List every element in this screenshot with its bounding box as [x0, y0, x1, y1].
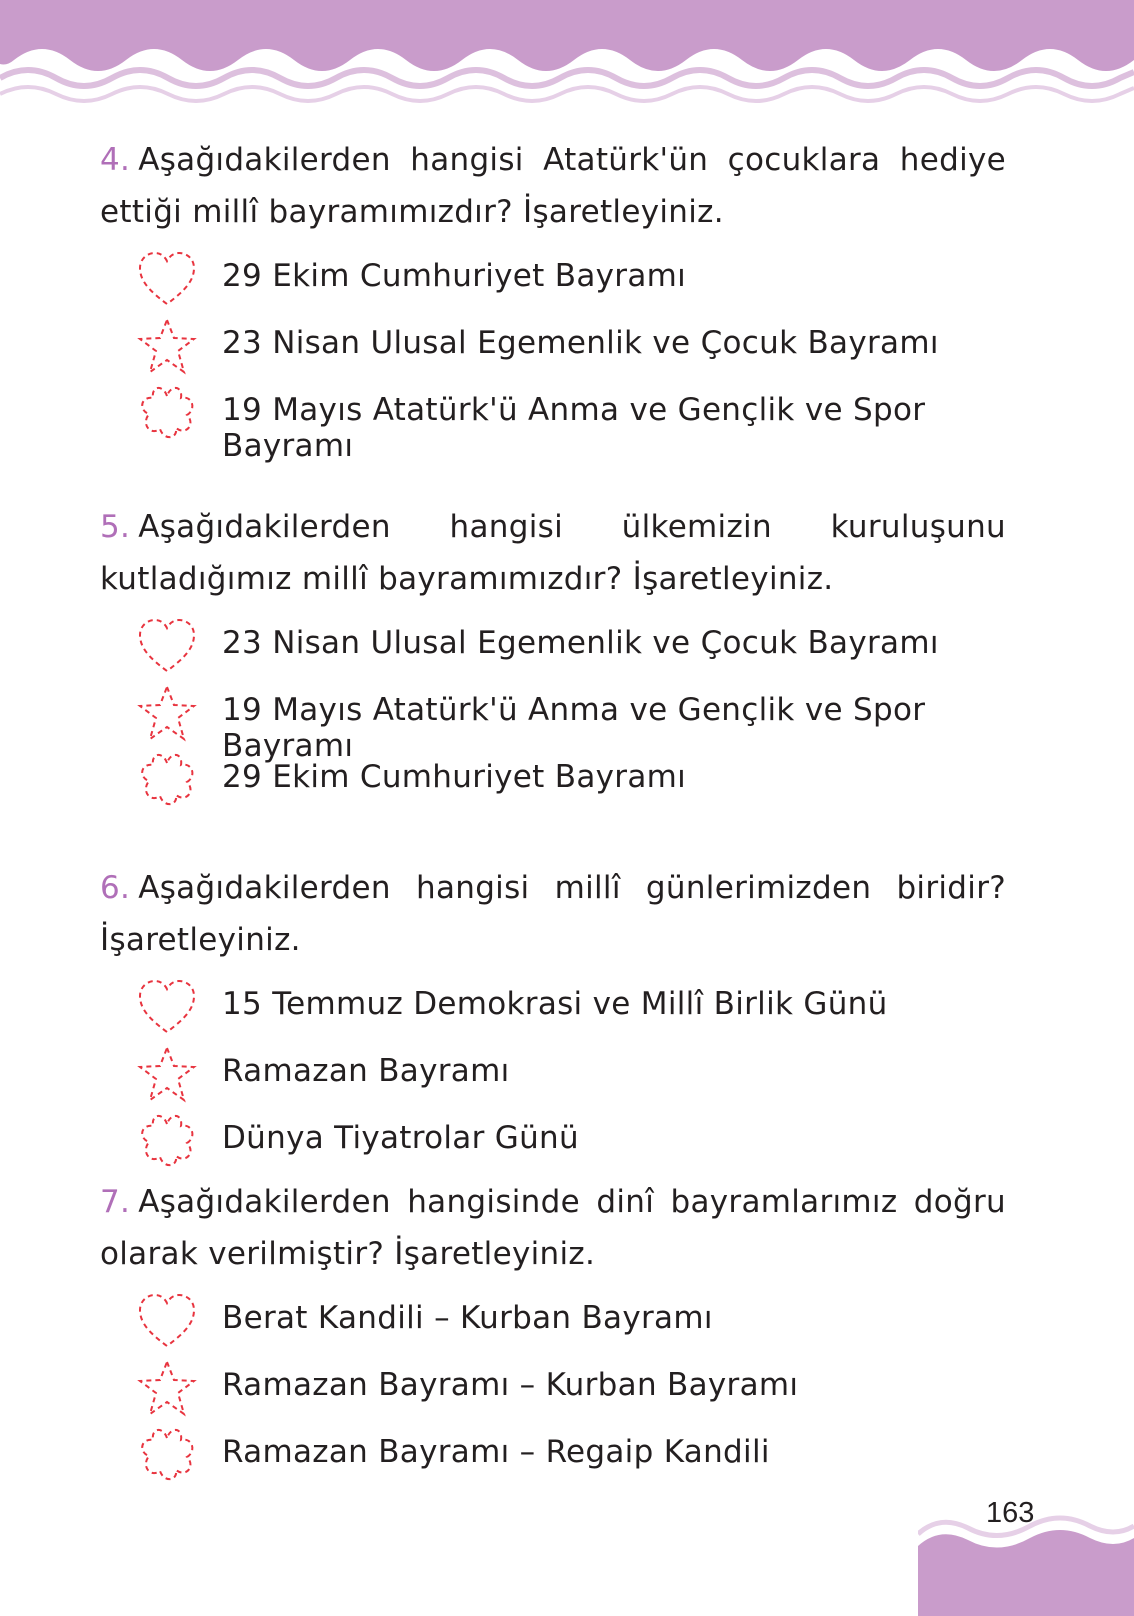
question-number: 7. — [100, 1184, 131, 1220]
option-label: 19 Mayıs Atatürk'ü Anma ve Gençlik ve Spor Bayramı — [222, 692, 926, 764]
option-label: Ramazan Bayramı – Kurban Bayramı — [222, 1367, 799, 1403]
option-heart[interactable] — [100, 1288, 1006, 1355]
question-text: Aşağıdakilerden hangisi Atatürk'ün çocuklara hediye ettiği millî bayramımızdır? İşaretleyiniz. — [100, 142, 1006, 230]
option-flower[interactable] — [100, 1108, 1006, 1175]
option-heart[interactable] — [100, 974, 1006, 1041]
option-list — [100, 974, 1006, 1175]
option-flower[interactable] — [100, 747, 1006, 814]
star-icon[interactable] — [136, 1045, 198, 1103]
option-label: 23 Nisan Ulusal Egemenlik ve Çocuk Bayramı — [222, 625, 939, 661]
page-number: 163 — [986, 1497, 1035, 1529]
flower-icon[interactable] — [136, 1426, 198, 1484]
question-text: Aşağıdakilerden hangisi ülkemizin kuruluşunu kutladığımız millî bayramımızdır? İşaretleyiniz. — [100, 509, 1006, 597]
question-number: 6. — [100, 870, 131, 906]
option-list — [100, 1288, 1006, 1489]
option-star[interactable] — [100, 313, 1006, 380]
option-label: Berat Kandili – Kurban Bayramı — [222, 1300, 713, 1336]
option-label: 29 Ekim Cumhuriyet Bayramı — [222, 258, 687, 294]
option-list — [100, 246, 1006, 464]
option-flower[interactable] — [100, 1422, 1006, 1489]
question-5 — [100, 501, 1006, 814]
flower-icon[interactable] — [136, 384, 198, 442]
option-list — [100, 613, 1006, 814]
heart-icon[interactable] — [136, 617, 198, 675]
option-label: Ramazan Bayramı – Regaip Kandili — [222, 1434, 770, 1470]
option-heart[interactable] — [100, 246, 1006, 313]
question-text: Aşağıdakilerden hangisi millî günlerimizden biridir? İşaretleyiniz. — [100, 870, 1006, 958]
question-number: 5. — [100, 509, 131, 545]
question-6 — [100, 862, 1006, 1175]
star-icon[interactable] — [136, 684, 198, 742]
option-label: 19 Mayıs Atatürk'ü Anma ve Gençlik ve Spor Bayramı — [222, 392, 926, 464]
option-label: Ramazan Bayramı — [222, 1053, 510, 1089]
flower-icon[interactable] — [136, 1112, 198, 1170]
option-label: 29 Ekim Cumhuriyet Bayramı — [222, 759, 687, 795]
heart-icon[interactable] — [136, 978, 198, 1036]
heart-icon[interactable] — [136, 250, 198, 308]
question-number: 4. — [100, 142, 131, 178]
question-text: Aşağıdakilerden hangisinde dinî bayramlarımız doğru olarak verilmiştir? İşaretleyiniz. — [100, 1184, 1006, 1272]
heart-icon[interactable] — [136, 1292, 198, 1350]
top-wave-banner — [0, 0, 1134, 110]
option-star[interactable] — [100, 1355, 1006, 1422]
option-heart[interactable] — [100, 613, 1006, 680]
option-star[interactable] — [100, 680, 1006, 764]
option-flower[interactable] — [100, 380, 1006, 464]
flower-icon[interactable] — [136, 751, 198, 809]
star-icon[interactable] — [136, 317, 198, 375]
option-star[interactable] — [100, 1041, 1006, 1108]
question-7 — [100, 1176, 1006, 1489]
option-label: Dünya Tiyatrolar Günü — [222, 1120, 579, 1156]
option-label: 15 Temmuz Demokrasi ve Millî Birlik Günü — [222, 986, 888, 1022]
star-icon[interactable] — [136, 1359, 198, 1417]
option-label: 23 Nisan Ulusal Egemenlik ve Çocuk Bayramı — [222, 325, 939, 361]
question-4 — [100, 134, 1006, 464]
